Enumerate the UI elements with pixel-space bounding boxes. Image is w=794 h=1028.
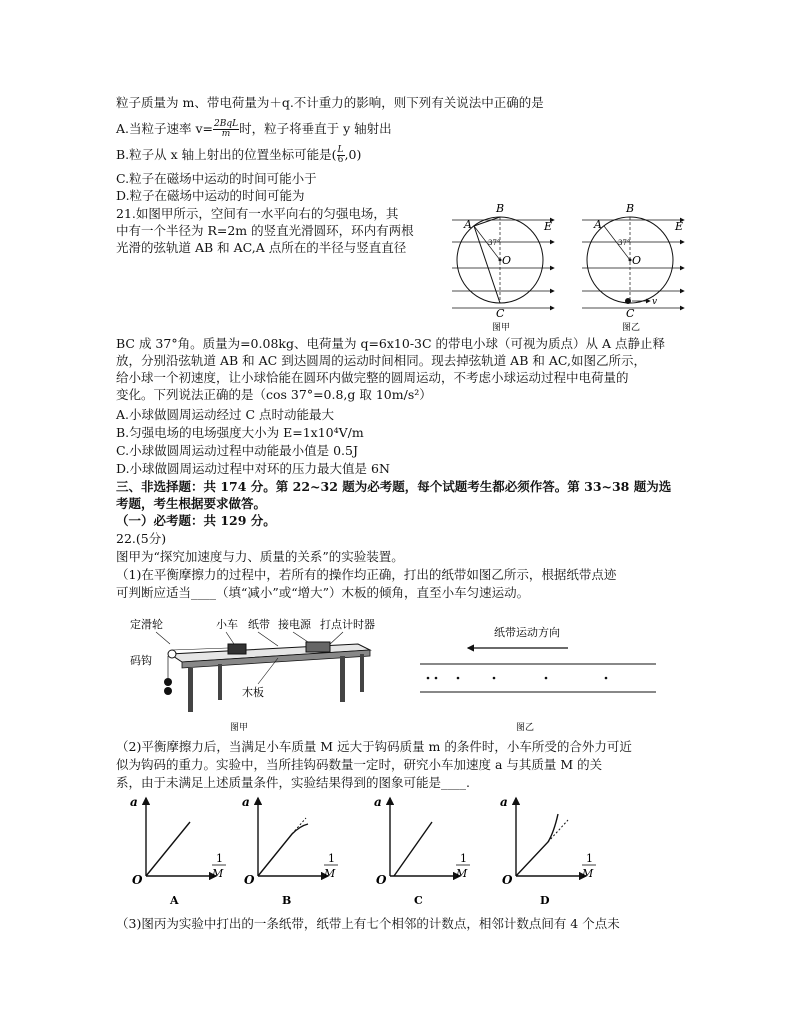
q20-option-d: D.粒子在磁场中运动的时间可能为: [116, 188, 305, 203]
hook-weight: [164, 687, 172, 695]
hook-weight: [164, 678, 172, 686]
q21-line-2: 中有一个半径为 R=2m 的竖直光滑圆环，环内有两根: [116, 223, 414, 238]
q22-part2-c: 系，由于未满足上述质量条件，实验结果得到的图象可能是____.: [116, 775, 470, 790]
frac-num: 2BqL: [214, 119, 239, 129]
graph-letter: C: [414, 894, 423, 907]
coord-close: ,0): [344, 147, 362, 162]
q22-part2-a: （2)平衡摩擦力后，当满足小车质量 M 远大于钩码质量 m 的条件时，小车所受的合外力可近: [116, 739, 632, 754]
section3-line-2: 考题，考生根据要求做答。: [116, 496, 267, 511]
q21-line-4: BC 成 37°角。质量为=0.08kg、电荷量为 q=6x10-3C 的带电小球（可视为质点）从 A 点静止释: [116, 336, 666, 351]
q20-option-a: [116, 120, 392, 139]
hook-label: 码钩: [130, 654, 152, 667]
q22-line-1: 图甲为“探究加速度与力、质量的关系”的实验装置。: [116, 549, 404, 564]
figure-jia: [452, 202, 554, 333]
figure-jia-caption: 图甲: [230, 723, 249, 733]
q20-a-text-end: 时，粒子将垂直于 y 轴射出: [239, 121, 392, 136]
curve: [146, 822, 190, 876]
q21-line-5: 放，分别沿弦轨道 AB 和 AC 到达圆周的运动时间相同。现去掉弦轨道 AB 和 AC,如图乙所示，: [116, 353, 646, 368]
x-label-num: 1: [460, 852, 467, 865]
graph-letter: D: [540, 894, 550, 907]
q21-figures: [444, 198, 694, 334]
point-a-label: A: [594, 218, 602, 231]
label-e: E: [544, 220, 553, 233]
q20-b-text: B.粒子从 x 轴上射出的位置坐标可能是: [116, 147, 332, 162]
graph-letter: A: [170, 894, 179, 907]
graph-c: [374, 795, 470, 907]
x-label-den: M: [212, 867, 224, 880]
q21-line-6: 给小球一个初速度，让小球恰能在圆环内做完整的圆周运动，不考虑小球运动过程中电荷量的: [116, 370, 629, 385]
q21-line-1: 21.如图甲所示，空间有一水平向右的匀强电场，其: [116, 206, 399, 221]
q22-heading: 22.(5分): [116, 531, 167, 546]
q21-option-c: C.小球做圆周运动过程中动能最小值是 0.5J: [116, 443, 358, 458]
extrapolation: [548, 820, 568, 842]
origin-label: O: [132, 873, 143, 887]
figure-yi-caption: 图乙: [622, 323, 641, 333]
tape-dot: [457, 677, 460, 680]
section3-line-3: （一）必考题：共 129 分。: [116, 513, 276, 528]
y-label: a: [130, 795, 138, 809]
x-label-den: M: [456, 867, 468, 880]
point-a-label: A: [464, 218, 472, 231]
graph-d: [500, 795, 596, 907]
q21-option-b: B.匀强电场的电场强度大小为 E=1x10⁴V/m: [116, 425, 364, 440]
q22-part1-b: 可判断应适当____（填“减小”或“增大”）木板的倾角，直至小车匀速运动。: [116, 585, 530, 600]
q21-line-7: 变化。下列说法正确的是（cos 37°=0.8,g 取 10m/s²）: [116, 387, 432, 402]
curve: [394, 822, 432, 876]
point-o-label: O: [502, 254, 512, 267]
cart: [228, 644, 246, 654]
q22-part3: （3)图丙为实验中打出的一条纸带，纸带上有七个相邻的计数点，相邻计数点间有 4 个点未: [116, 916, 620, 931]
coord-open: (: [331, 147, 337, 162]
frac-den: 6: [337, 155, 344, 165]
table-leg: [188, 668, 193, 712]
q21-option-a: A.小球做圆周运动经过 C 点时动能最大: [116, 407, 335, 422]
section3-line-1: 三、非选择题：共 174 分。第 22~32 题为必考题，每个试题考生都必须作答。第 33~38 题为选: [116, 479, 672, 494]
cart-label: 小车: [216, 618, 238, 631]
intro-line: 粒子质量为 m、带电荷量为＋q.不计重力的影响，则下列有关说法中正确的是: [116, 95, 544, 110]
curve: [258, 824, 308, 876]
label-e: E: [675, 220, 684, 233]
q21-option-d: D.小球做圆周运动过程中对环的压力最大值是 6N: [116, 461, 390, 476]
table-leg: [340, 656, 345, 702]
x-label-num: 1: [586, 852, 593, 865]
tape-dot: [545, 677, 548, 680]
direction-label: 纸带运动方向: [494, 626, 560, 639]
q20-option-c: C.粒子在磁场中运动的时间可能小于: [116, 171, 317, 186]
tape-label: 纸带: [248, 618, 270, 631]
apparatus-figure: [128, 614, 390, 734]
frac-den: m: [221, 129, 231, 139]
x-label-den: M: [324, 867, 336, 880]
angle-label: 37°: [488, 239, 501, 247]
leader-line: [226, 632, 234, 644]
pulley-label: 定滑轮: [130, 618, 163, 631]
tape-dot: [435, 677, 438, 680]
figure-jia-caption: 图甲: [492, 323, 511, 333]
y-label: a: [374, 795, 382, 809]
origin-label: O: [376, 873, 387, 887]
graph-b: [242, 795, 338, 907]
tape-figure: [418, 618, 668, 734]
x-label-num: 1: [328, 852, 335, 865]
point-o-label: O: [632, 254, 642, 267]
point-c-label: C: [496, 307, 505, 320]
origin-label: O: [244, 873, 255, 887]
velocity-label: v: [652, 297, 658, 307]
x-label-num: 1: [216, 852, 223, 865]
graphs-row: [126, 792, 606, 907]
tape-dot: [605, 677, 608, 680]
graph-a: [130, 795, 226, 907]
table-leg: [218, 664, 222, 700]
timer: [306, 642, 330, 652]
string: [172, 648, 228, 650]
timer-label: 打点计时器: [320, 618, 375, 631]
figure-yi: [582, 202, 684, 333]
leader-line: [156, 632, 170, 644]
q20-option-b: [116, 146, 361, 165]
fraction: [213, 120, 239, 139]
ball: [625, 298, 631, 304]
leader-line: [258, 632, 278, 646]
power-label: 接电源: [278, 618, 311, 631]
origin-label: O: [502, 873, 513, 887]
frac-num: L: [337, 145, 344, 155]
q22-part1-a: （1)在平衡摩擦力的过程中，若所有的操作均正确，打出的纸带如图乙所示，根据纸带点迹: [116, 567, 617, 582]
chord-ac: [474, 226, 500, 303]
tape-dot: [493, 677, 496, 680]
graph-letter: B: [282, 894, 292, 907]
angle-label: 37°: [618, 239, 631, 247]
table-leg: [360, 654, 364, 692]
tape-dot: [427, 677, 430, 680]
board-label: 木板: [242, 686, 264, 699]
fraction: [337, 146, 345, 165]
q22-part2-b: 似为钩码的重力。实验中，当所挂钩码数量一定时，研究小车加速度 a 与其质量 M 的关: [116, 757, 603, 772]
point-b-label: B: [626, 202, 635, 215]
pulley: [168, 650, 176, 658]
figure-yi-caption: 图乙: [516, 723, 535, 733]
point-b-label: B: [496, 202, 505, 215]
q21-line-3: 光滑的弦轨道 AB 和 AC,A 点所在的半径与竖直直径: [116, 240, 407, 255]
chord-ab: [474, 217, 500, 226]
y-label: a: [242, 795, 250, 809]
curve: [516, 814, 558, 876]
x-label-den: M: [582, 867, 594, 880]
point-c-label: C: [626, 307, 635, 320]
q20-a-text: A.当粒子速率 v=: [116, 121, 214, 136]
y-label: a: [500, 795, 508, 809]
